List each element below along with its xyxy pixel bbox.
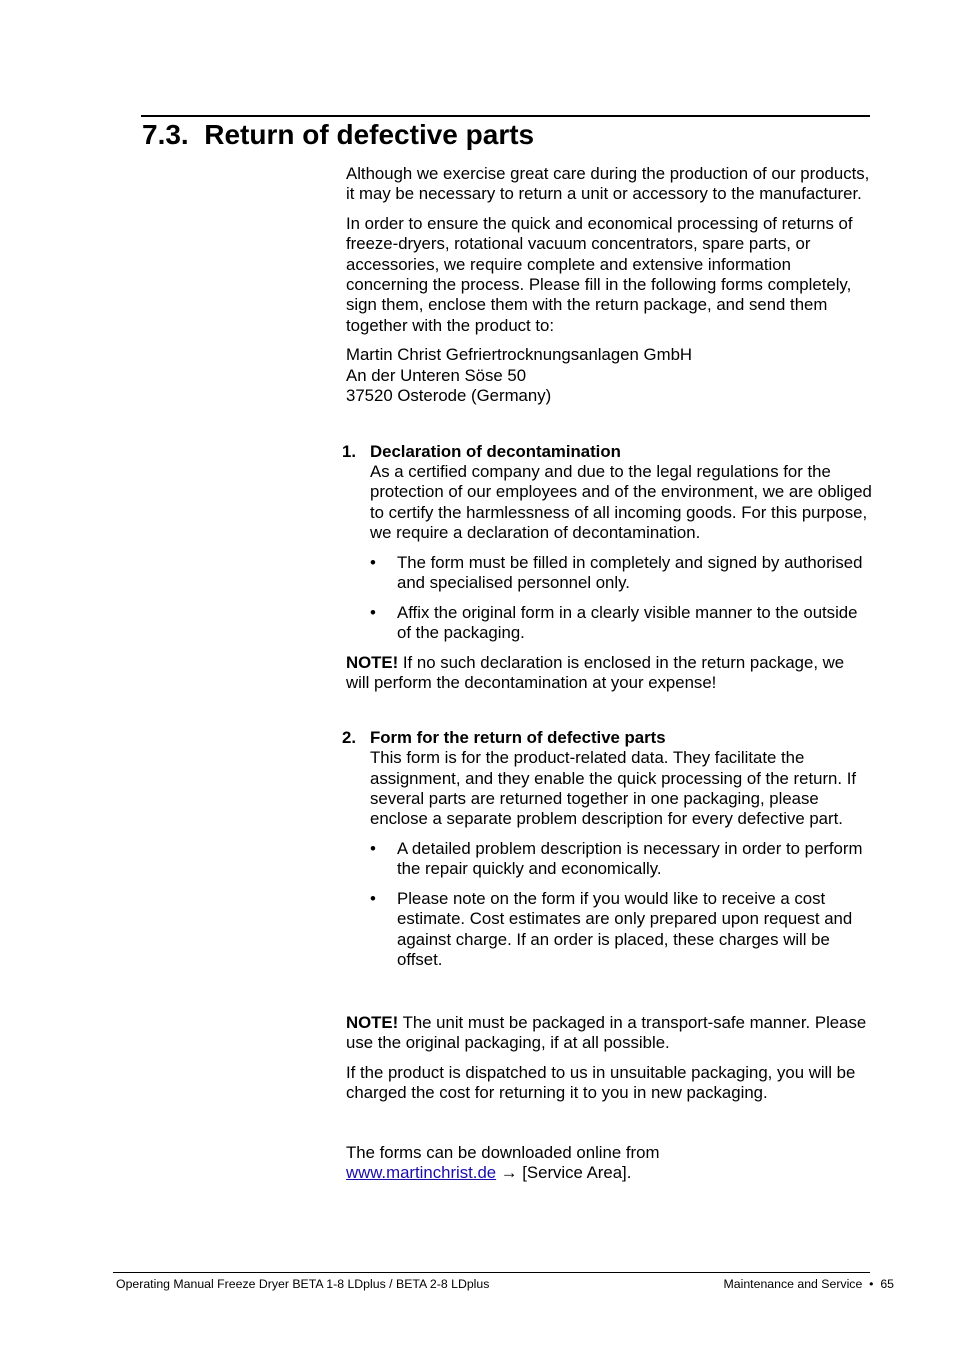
footer-section: Maintenance and Service bbox=[723, 1277, 863, 1291]
footer-rule bbox=[113, 1272, 870, 1273]
bullet-icon: • bbox=[370, 552, 376, 572]
bullet-icon: • bbox=[370, 889, 376, 909]
address-line-street: An der Unteren Söse 50 bbox=[346, 365, 527, 385]
service-area-text: [Service Area]. bbox=[522, 1163, 632, 1183]
section-number: 7.3. bbox=[142, 119, 189, 150]
arrow-icon: → bbox=[496, 1163, 523, 1183]
footer-separator-icon: • bbox=[869, 1277, 874, 1291]
body-column bbox=[342, 164, 872, 1193]
bullet-list bbox=[370, 839, 872, 970]
download-text: The forms can be downloaded online from bbox=[346, 1142, 660, 1162]
note-decontamination bbox=[346, 653, 872, 694]
note-label: NOTE! bbox=[346, 652, 399, 672]
item-number: 1. bbox=[342, 441, 356, 461]
address-line-city: 37520 Osterode (Germany) bbox=[346, 385, 552, 405]
list-item: • The form must be filled in completely and signed by authorised and specialised personnel only. bbox=[370, 552, 863, 593]
list-item: • A detailed problem description is necessary in order to perform the repair quickly and economically. bbox=[370, 839, 863, 879]
packaging-paragraph: If the product is dispatched to us in unsuitable packaging, you will be charged the cost for returning it to you in new packaging. bbox=[346, 1062, 856, 1103]
note-packaging bbox=[346, 1013, 872, 1054]
note-label: NOTE! bbox=[346, 1012, 399, 1032]
bullet-list bbox=[370, 553, 872, 644]
list-item: • Affix the original form in a clearly visible manner to the outside of the packaging. bbox=[370, 602, 858, 643]
section-heading bbox=[142, 117, 534, 153]
footer-page-info bbox=[724, 1276, 894, 1292]
download-paragraph bbox=[346, 1143, 872, 1184]
item-title: Declaration of decontamination bbox=[370, 441, 621, 461]
address-line-company: Martin Christ Gefriertrocknungsanlagen GmbH bbox=[346, 345, 693, 365]
bullet-icon: • bbox=[370, 602, 376, 622]
item-text: This form is for the product-related data. They facilitate the assignment, and they enable the quick processing of the return. If several parts are returned together in one packaging, please enclose a separate problem description for every defective part. bbox=[370, 748, 857, 829]
numbered-item-return-form bbox=[342, 728, 872, 970]
bullet-icon: • bbox=[370, 839, 376, 859]
note-text: If no such declaration is enclosed in the return package, we will perform the decontamination at your expense! bbox=[346, 652, 845, 693]
numbered-item-decontamination bbox=[342, 441, 872, 644]
website-link[interactable]: www.martinchrist.de bbox=[346, 1163, 497, 1183]
list-item: • Please note on the form if you would like to receive a cost estimate. Cost estimates are only prepared upon request and against charge. If an order is placed, these charges will be offset. bbox=[370, 889, 853, 969]
intro-paragraph-1: Although we exercise great care during the production of our products, it may be necessary to return a unit or accessory to the manufacturer. bbox=[346, 164, 870, 204]
footer-manual-title: Operating Manual Freeze Dryer BETA 1-8 LDplus / BETA 2-8 LDplus bbox=[116, 1277, 490, 1291]
intro-paragraph-2: In order to ensure the quick and economical processing of returns of freeze-dryers, rotational vacuum concentrators, spare parts, or accessories, we require complete and extensive information concerning the process. Please fill in the following forms completely, sign them, enclose them with the return package, and send them together with the product to: bbox=[346, 214, 853, 335]
item-number: 2. bbox=[342, 728, 356, 748]
item-title: Form for the return of defective parts bbox=[370, 728, 666, 748]
item-text: As a certified company and due to the legal regulations for the protection of our employees and of the environment, we are obliged to certify the harmlessness of all incoming goods. For this purpose, we require a declaration of decontamination. bbox=[370, 462, 872, 542]
page-number: 65 bbox=[880, 1277, 894, 1291]
note-text: The unit must be packaged in a transport-safe manner. Please use the original packaging, if at all possible. bbox=[346, 1012, 867, 1053]
address-block bbox=[346, 345, 872, 406]
section-title: Return of defective parts bbox=[204, 119, 535, 150]
